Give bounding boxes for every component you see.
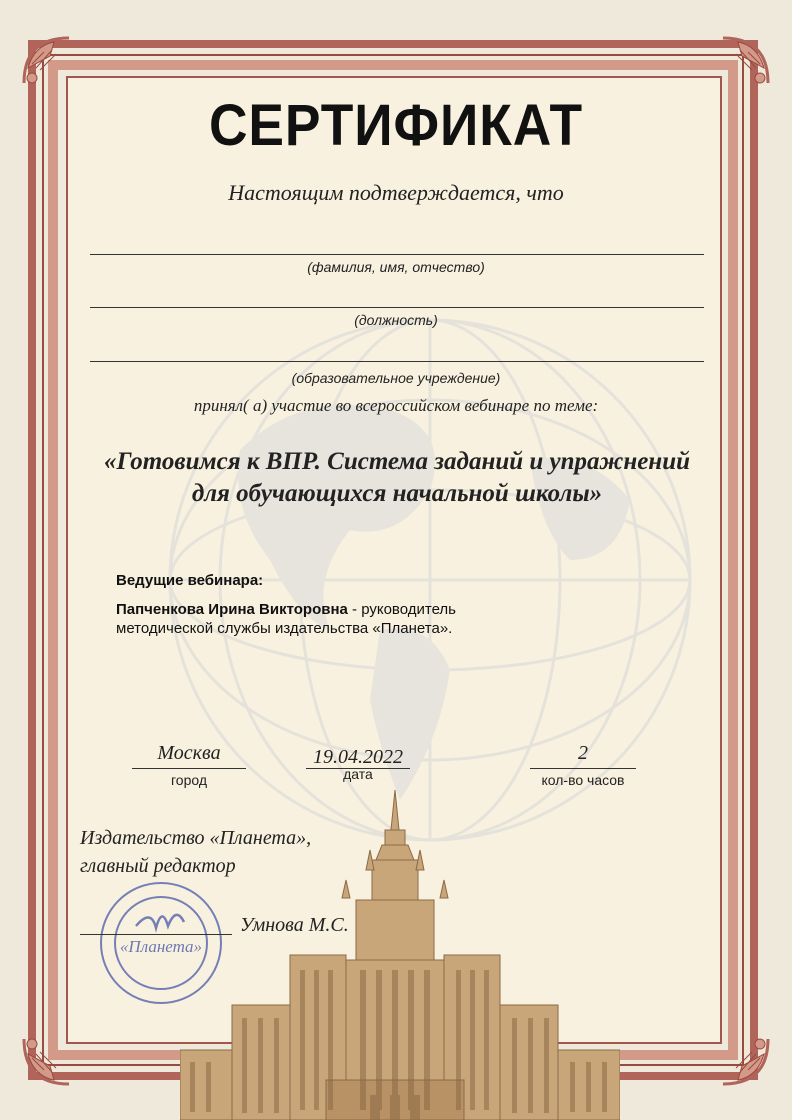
stamp-seal-icon (96, 878, 226, 1008)
host-organization: методической службы издательства «Планета». (116, 620, 453, 637)
name-caption: (фамилия, имя, отчество) (307, 259, 485, 275)
date-value: 19.04.2022 (313, 746, 403, 768)
host-role: - руководитель (347, 601, 456, 618)
institution-line (90, 361, 704, 362)
city-line (132, 768, 246, 769)
publisher-role: главный редактор (80, 855, 236, 877)
city-caption: город (170, 772, 208, 788)
shell-ornament-icon (708, 1024, 778, 1094)
position-line (90, 307, 704, 308)
position-caption: (должность) (354, 312, 438, 328)
hours-value: 2 (578, 742, 588, 764)
institution-caption: (образовательное учреждение) (291, 370, 501, 386)
signer-name: Умнова М.С. (240, 914, 349, 936)
intro-text: Настоящим подтверждается, что (228, 180, 564, 205)
hours-line (530, 768, 636, 769)
city-value: Москва (157, 742, 221, 764)
host-name: Папченкова Ирина Викторовна (116, 601, 348, 618)
shell-ornament-icon (14, 28, 84, 98)
topic-line-1: «Готовимся к ВПР. Система заданий и упражнений (103, 448, 690, 475)
signature-line (80, 934, 232, 935)
topic-line-2: для обучающихся начальной школы» (191, 480, 603, 507)
participation-text: принял( а) участие во всероссийском вебинаре по теме: (193, 396, 599, 415)
hours-caption: кол-во часов (541, 772, 625, 788)
shell-ornament-icon (14, 1024, 84, 1094)
hosts-label: Ведущие вебинара: (116, 572, 264, 589)
host-description (116, 600, 556, 638)
shell-ornament-icon (708, 28, 778, 98)
date-caption: дата (343, 766, 373, 782)
certificate-title: СЕРТИФИКАТ (208, 93, 584, 158)
name-line (90, 254, 704, 255)
webinar-topic (90, 446, 704, 510)
stamp-text: «Планета» (119, 937, 203, 956)
publisher-block (80, 824, 311, 880)
publisher-name: Издательство «Планета», (80, 827, 312, 849)
